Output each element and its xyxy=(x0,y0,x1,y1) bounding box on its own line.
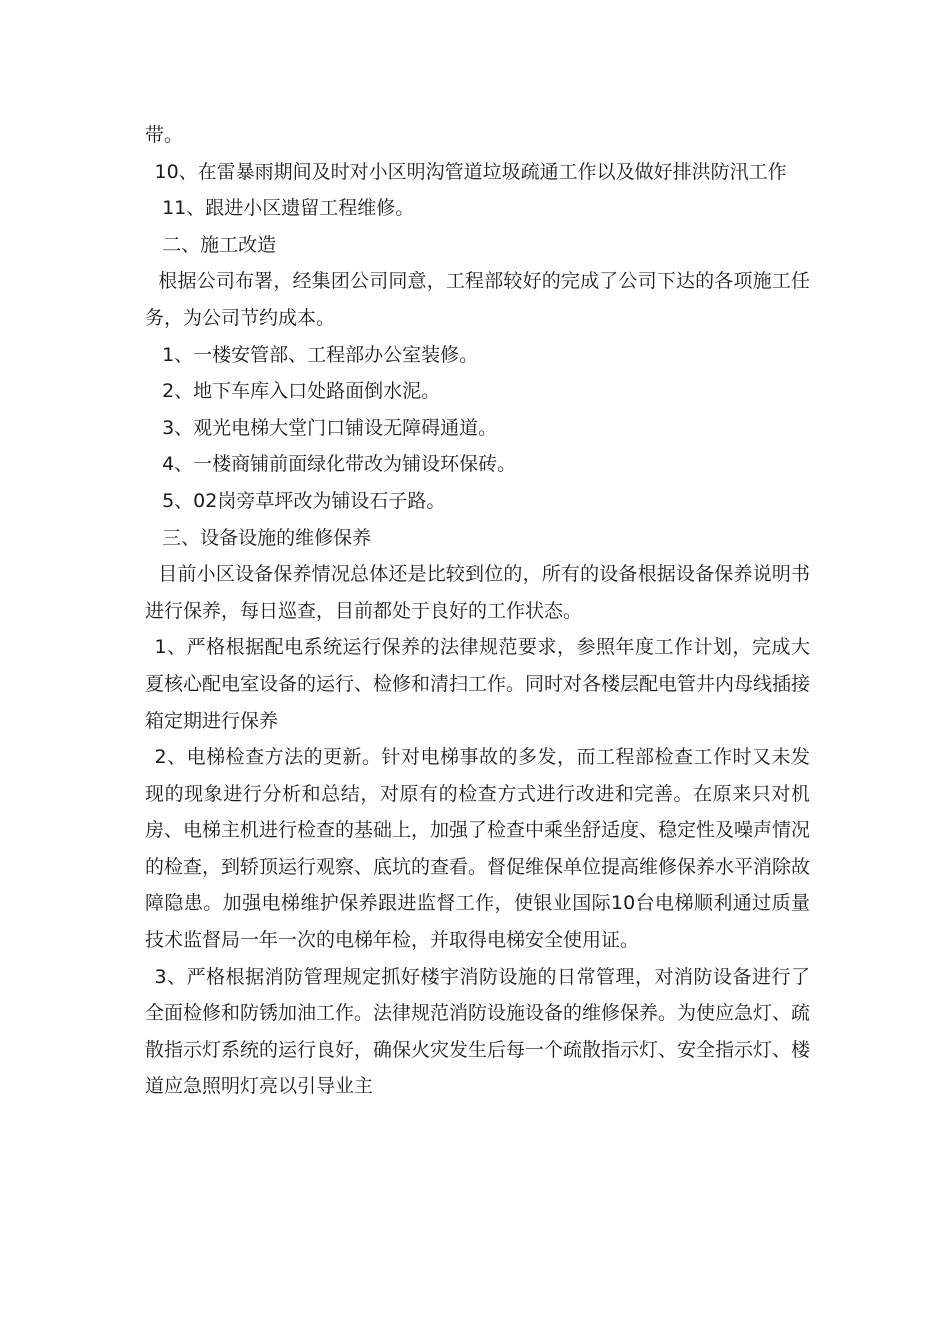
paragraph-construction-item-2: 2、地下车库入口处路面倒水泥。 xyxy=(162,380,441,403)
section-heading-construction: 二、施工改造 xyxy=(162,233,277,256)
section-heading-maintenance: 三、设备设施的维修保养 xyxy=(162,526,372,549)
paragraph-maintenance-item-2: 2、电梯检查方法的更新。针对电梯事故的多发，而工程部检查工作时又未发现的现象进行分析和总结，对原有的检查方式进行改进和完善。在原来只对机房、电梯主机进行检查的基础上，加强了检查中乘坐舒适度、稳定性及噪声情况的检查，到轿顶运行观察、底坑的查看。督促维保单位提高维修保养水平消除故障隐患。加强电梯维护保养跟进监督工作，使银业国际10台电梯顺利通过质量技术监督局一年一次的电梯年检，并取得电梯安全使用证。 xyxy=(145,746,811,952)
paragraph-item-10: 10、在雷暴雨期间及时对小区明沟管道垃圾疏通工作以及做好排洪防汛工作 xyxy=(154,160,787,183)
paragraph-continuation: 带。 xyxy=(145,124,184,146)
paragraph-maintenance-item-1: 1、严格根据配电系统运行保养的法律规范要求，参照年度工作计划，完成大夏核心配电室设备的运行、检修和清扫工作。同时对各楼层配电管井内母线插接箱定期进行保养 xyxy=(145,636,811,732)
paragraph-construction-item-5: 5、02岗旁草坪改为铺设石子路。 xyxy=(162,489,446,512)
paragraph-construction-intro: 根据公司布署，经集团公司同意，工程部较好的完成了公司下达的各项施工任务，为公司节约成本。 xyxy=(145,270,810,329)
paragraph-maintenance-item-3: 3、严格根据消防管理规定抓好楼宇消防设施的日常管理，对消防设备进行了全面检修和防锈加油工作。法律规范消防设施设备的维修保养。为使应急灯、疏散指示灯系统的运行良好，确保火灾发生后每一个疏散指示灯、安全指示灯、楼道应急照明灯亮以引导业主 xyxy=(145,965,811,1098)
paragraph-construction-item-3: 3、观光电梯大堂门口铺设无障碍通道。 xyxy=(162,416,498,439)
paragraph-item-11: 11、跟进小区遗留工程维修。 xyxy=(162,197,415,220)
document-body xyxy=(145,117,810,1105)
paragraph-construction-item-4: 4、一楼商铺前面绿化带改为铺设环保砖。 xyxy=(162,453,517,476)
paragraph-maintenance-intro: 目前小区设备保养情况总体还是比较到位的，所有的设备根据设备保养说明书进行保养，每日巡查，目前都处于良好的工作状态。 xyxy=(145,563,810,622)
paragraph-construction-item-1: 1、一楼安管部、工程部办公室装修。 xyxy=(162,343,479,366)
